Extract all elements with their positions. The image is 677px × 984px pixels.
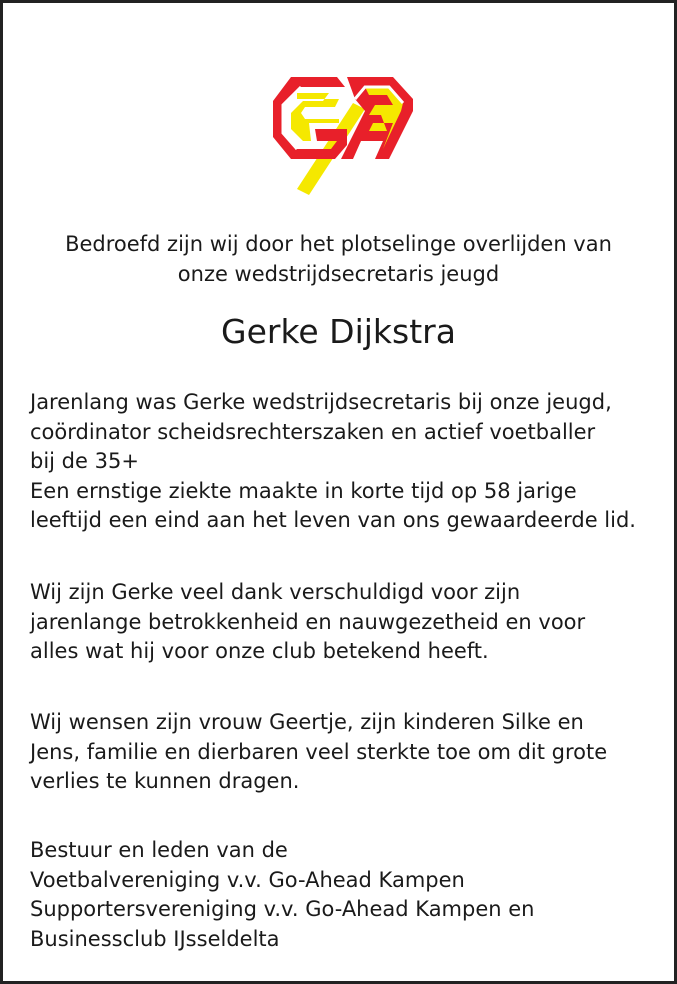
paragraph-condolences: [30, 708, 660, 797]
text-line: verlies te kunnen dragen.: [30, 769, 300, 793]
text-line: coördinator scheidsrechterszaken en actief voetballer: [30, 419, 596, 444]
text-line: leeftijd een eind aan het leven van ons gewaardeerde lid.: [30, 508, 636, 532]
text-line: Een ernstige ziekte maakte in korte tijd op 58 jarige: [30, 478, 577, 503]
text-line: Wij wensen zijn vrouw Geertje, zijn kinderen Silke en: [30, 710, 584, 734]
text-line: Jarenlang was Gerke wedstrijdsecretaris bij onze jeugd,: [30, 390, 612, 414]
text-line: jarenlange betrokkenheid en nauwgezetheid en voor: [30, 609, 586, 634]
intro-text: [3, 229, 674, 289]
text-line: Voetbalvereniging v.v. Go-Ahead Kampen: [30, 867, 465, 892]
text-line: bij de 35+: [30, 449, 139, 473]
text-line: Businessclub IJsseldelta: [30, 926, 280, 951]
intro-line-1: Bedroefd zijn wij door het plotselinge overlijden van: [65, 232, 612, 256]
paragraph-signature: [30, 836, 660, 954]
text-line: Wij zijn Gerke veel dank verschuldigd voor zijn: [30, 580, 521, 604]
text-line: Bestuur en leden van de: [30, 838, 288, 862]
deceased-name: Gerke Dijkstra: [221, 312, 456, 351]
intro-line-2: onze wedstrijdsecretaris jeugd: [177, 262, 500, 286]
paragraph-tribute: [30, 388, 660, 536]
go-ahead-kampen-club-logo-icon: [261, 65, 419, 195]
text-line: alles wat hij voor onze club betekend heeft.: [30, 639, 489, 663]
text-line: Jens, familie en dierbaren veel sterkte toe om dit grote: [30, 739, 608, 764]
text-line: Supportersvereniging v.v. Go-Ahead Kampen en: [30, 897, 535, 921]
paragraph-thanks: [30, 578, 660, 667]
